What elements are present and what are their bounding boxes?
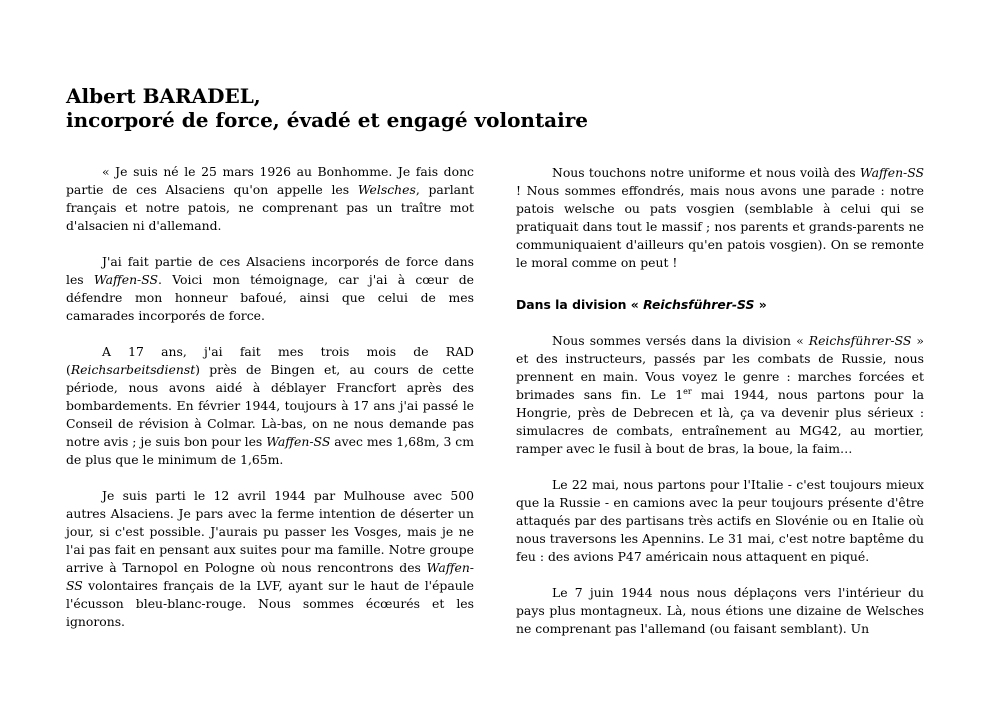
italic-text: Waffen-SS xyxy=(266,434,331,449)
italic-text: Reichsarbeitsdienst xyxy=(70,362,196,377)
paragraph xyxy=(516,332,924,458)
paragraph xyxy=(516,476,924,566)
italic-text: Waffen-SS xyxy=(66,560,474,593)
text-segment: A 17 ans, j'ai fait mes trois mois de RAD ( xyxy=(66,344,474,377)
text-segment: Dans la division « xyxy=(516,297,644,312)
text-segment: ) près de Bingen et, au cours de cette période, nous avons aidé à déblayer Francfort après des bombardements. En février 1944, toujours à 17 ans j'ai passé le Conseil de révision à Colmar. Là-bas, on ne nous demande pas notre avis ; je suis bon pour les xyxy=(66,362,474,449)
text-segment: » et des instructeurs, passés par les combats de Russie, nous prennent en main. Vous voyez le genre : marches forcées et brimades sans fin. Le 1 xyxy=(516,333,924,402)
page-title xyxy=(66,84,926,132)
text-segment: J'ai fait partie de ces Alsaciens incorporés de force dans les xyxy=(66,254,474,287)
paragraph xyxy=(516,584,924,638)
paragraph xyxy=(66,343,474,469)
text-segment: , parlant français et notre patois, ne comprenant pas un traître mot d'alsacien ni d'allemand. xyxy=(66,182,475,233)
text-segment: . Voici mon témoignage, car j'ai à cœur de défendre mon honneur bafoué, ainsi que celui de mes camarades incorporés de force. xyxy=(66,272,474,323)
paragraph xyxy=(66,253,474,325)
paragraph xyxy=(516,164,924,272)
text-segment: « Je suis né le 25 mars 1926 au Bonhomme. Je fais donc partie de ces Alsaciens qu'on appelle les xyxy=(66,164,474,197)
title-line-1: Albert BARADEL, xyxy=(66,84,261,108)
text-segment: Nous touchons notre uniforme et nous voilà des xyxy=(552,165,860,180)
text-segment: Le 22 mai, nous partons pour l'Italie - c'est toujours mieux que la Russie - en camions avec la peur toujours présente d'être attaqués par des partisans très actifs en Slovénie ou en Italie où nous traversons les Apennins. Le 31 mai, c'est notre baptême du feu : des avions P47 américain nous attaquent en piqué. xyxy=(516,477,924,564)
text-segment: mai 1944, nous partons pour la Hongrie, près de Debrecen et là, ça va devenir plus sérieux : simulacres de combats, entraînement au MG42, au mortier, ramper avec le fusil à bout de bras, la boue, la faim… xyxy=(516,387,924,456)
italic-text: Reichsführer-SS xyxy=(808,333,912,348)
italic-text: Waffen-SS xyxy=(93,272,159,287)
italic-text: Waffen-SS xyxy=(859,165,924,180)
italic-text: Reichsführer-SS xyxy=(643,297,755,312)
paragraph xyxy=(66,163,474,235)
text-segment: Je suis parti le 12 avril 1944 par Mulhouse avec 500 autres Alsaciens. Je pars avec la ferme intention de déserter un jour, si c'est possible. J'aurais pu passer les Vosges, mais je ne l'ai pas fait en pensant aux suites pour ma famille. Notre groupe arrive à Tarnopol en Pologne où nous rencontrons des xyxy=(66,488,474,575)
text-segment: avec mes 1,68m, 3 cm de plus que le minimum de 1,65m. xyxy=(66,434,474,467)
title-line-2: incorporé de force, évadé et engagé volontaire xyxy=(66,108,589,132)
left-column xyxy=(66,163,474,649)
superscript-text: er xyxy=(683,386,692,396)
section-heading xyxy=(516,296,924,314)
text-segment: ! Nous sommes effondrés, mais nous avons une parade : notre patois welsche ou pats vosgien (semblable à celui qui se pratiquait dans tout le massif ; nos parents et grands-parents ne communiquaient d'ailleurs qu'en patois vosgien). On se remonte le moral comme on peut ! xyxy=(516,183,924,270)
paragraph xyxy=(66,487,474,631)
text-segment: Nous sommes versés dans la division « xyxy=(552,333,809,348)
right-column xyxy=(516,164,924,638)
text-segment: Le 7 juin 1944 nous nous déplaçons vers l'intérieur du pays plus montagneux. Là, nous étions une dizaine de Welsches ne comprenant pas l'allemand (ou faisant semblant). Un xyxy=(516,585,924,636)
text-segment: volontaires français de la LVF, ayant sur le haut de l'épaule l'écusson bleu-blanc-rouge. Nous sommes écœurés et les ignorons. xyxy=(66,578,474,629)
text-segment: » xyxy=(754,297,767,312)
italic-text: Welsches xyxy=(357,182,416,197)
